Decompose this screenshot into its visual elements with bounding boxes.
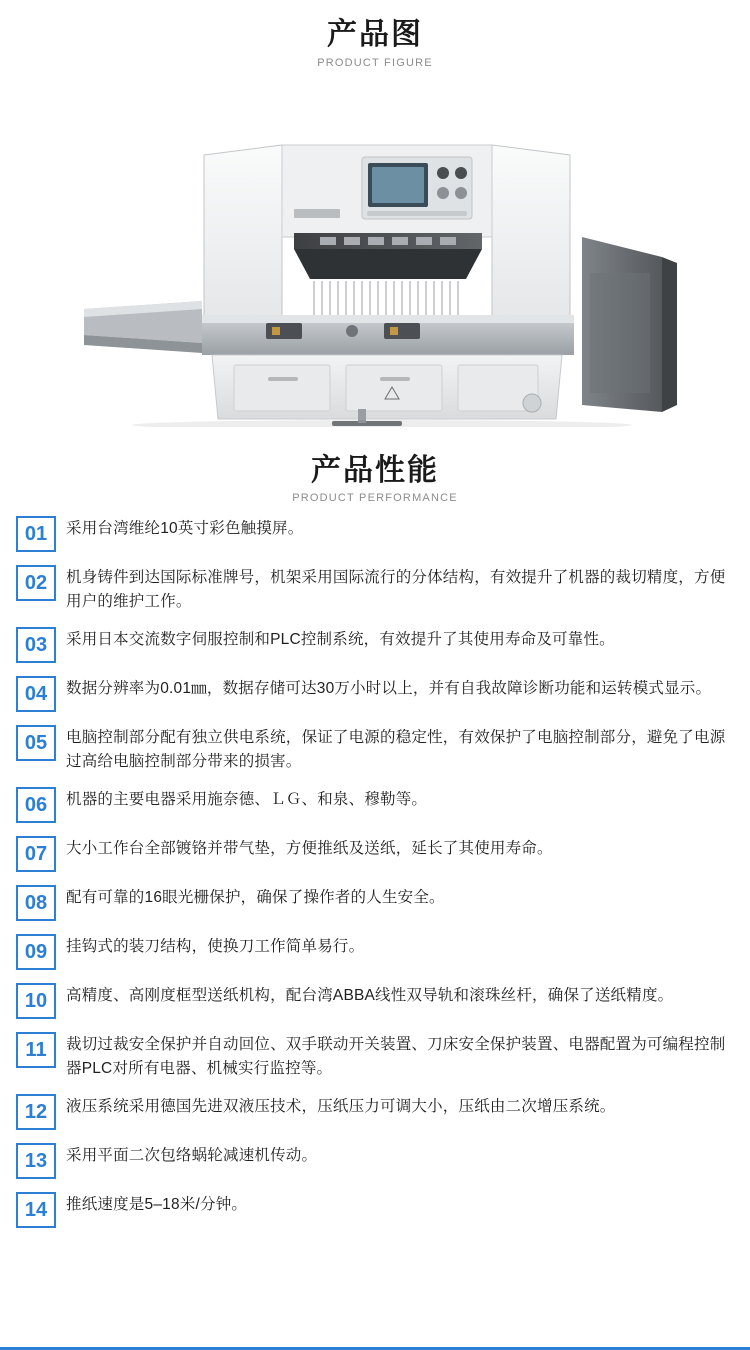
item-text: 大小工作台全部镀铬并带气垫，方便推纸及送纸，延长了其使用寿命。 (66, 840, 553, 858)
item-number: 13 (16, 1143, 56, 1179)
item-text: 配有可靠的16眼光栅保护，确保了操作者的人生安全。 (66, 889, 445, 907)
item-text: 采用平面二次包络蜗轮减速机传动。 (66, 1147, 318, 1165)
item-text: 推纸速度是5–18米/分钟。 (66, 1196, 248, 1214)
item-text: 采用台湾维纶10英寸彩色触摸屏。 (66, 520, 304, 537)
list-item (16, 932, 734, 970)
item-number: 11 (16, 1032, 56, 1068)
item-text: 采用日本交流数字伺服控制和PLC控制系统，有效提升了其使用寿命及可靠性。 (66, 631, 615, 649)
list-item (16, 883, 734, 921)
item-text: 裁切过裁安全保护并自动回位、双手联动开关装置、刀床安全保护装置、电器配置为可编程控制器PLC对所有电器、机械实行监控等。 (66, 1036, 726, 1078)
item-number: 14 (16, 1192, 56, 1228)
list-item (16, 1190, 734, 1228)
item-number: 07 (16, 836, 56, 872)
item-number: 04 (16, 676, 56, 712)
list-item (16, 785, 734, 823)
item-text: 数据分辨率为0.01㎜，数据存储可达30万小时以上，并有自我故障诊断功能和运转模式显示。 (66, 680, 712, 698)
list-item (16, 834, 734, 872)
list-item (16, 1141, 734, 1179)
product-figure-title-cn: 产品图 (327, 18, 423, 51)
list-item (16, 1092, 734, 1130)
item-text: 液压系统采用德国先进双液压技术，压纸压力可调大小，压纸由二次增压系统。 (66, 1098, 616, 1116)
list-item (16, 1030, 734, 1081)
item-text: 电脑控制部分配有独立供电系统，保证了电源的稳定性，有效保护了电脑控制部分，避免了电源过高给电脑控制部分带来的损害。 (66, 729, 726, 771)
item-text: 挂钩式的装刀结构，使换刀工作简单易行。 (66, 938, 365, 956)
item-number: 08 (16, 885, 56, 921)
item-number: 03 (16, 627, 56, 663)
item-text: 高精度、高刚度框型送纸机构，配台湾ABBA线性双导轨和滚珠丝杆，确保了送纸精度。 (66, 987, 674, 1005)
item-number: 02 (16, 565, 56, 601)
list-item (16, 674, 734, 712)
product-figure-image (0, 81, 750, 436)
product-performance-title-en: PRODUCT PERFORMANCE (292, 492, 458, 504)
list-item (16, 981, 734, 1019)
list-item (16, 563, 734, 614)
item-number: 12 (16, 1094, 56, 1130)
product-figure-heading (0, 0, 750, 69)
item-text: 机身铸件到达国际标准牌号，机架采用国际流行的分体结构，有效提升了机器的裁切精度，方便用户的维护工作。 (66, 569, 726, 611)
product-figure-title-en: PRODUCT FIGURE (317, 56, 433, 69)
item-number: 06 (16, 787, 56, 823)
list-item (16, 723, 734, 774)
product-performance-heading (0, 436, 750, 505)
performance-list (0, 514, 750, 1259)
item-number: 05 (16, 725, 56, 761)
item-number: 10 (16, 983, 56, 1019)
item-number: 09 (16, 934, 56, 970)
item-number: 01 (16, 516, 56, 552)
list-item (16, 625, 734, 663)
list-item (16, 514, 734, 552)
product-performance-title-cn: 产品性能 (311, 453, 439, 487)
item-text: 机器的主要电器采用施奈德、ＬＧ、和泉、穆勒等。 (66, 791, 428, 809)
paper-cutting-machine-illustration (62, 87, 688, 427)
